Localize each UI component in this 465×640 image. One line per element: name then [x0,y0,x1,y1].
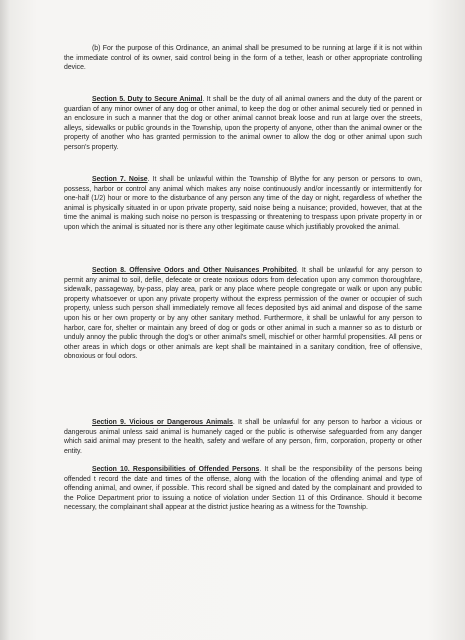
subsection-b-text: (b) For the purpose of this Ordinance, an animal shall be presumed to be running at large if it is not within the immediate control of its owner, said control being in the form of a tether, leash or other appropriate controlling device. [64,45,422,72]
section-5-paragraph [64,95,422,153]
section-10-heading: Section 10. Responsibilities of Offended Persons [92,466,260,473]
page-edge-shadow [0,0,10,640]
section-8-heading: Section 8. Offensive Odors and Other Nuisances Prohibited [92,267,297,274]
section-5-heading: Section 5. Duty to Secure Animal [92,96,203,103]
section-8-body: . It shall be unlawful for any person to permit any animal to soil, defile, defecate or create noxious odors from defecation upon any common thoroughfare, sidewalk, passageway, by-pass, play area, park or any place where people congregate or walk or upon any public property whatsoever or upon any private property without the express permission of the owner or occupier of such property, unless such person shall immediately remove all feces deposited bys aid animal and dispose of the same upon his or her own property or by any other sanitary method. Furthermore, it shall be unlawful for any person to harbor, care for, shelter or maintain any breed of dog or gods or other animal in such a manner so as to disturb or unduly annoy the public through the dog's or other animal's smell, mischief or other harmful propensities. All pens or other areas in which dogs or other animals are kept shall be maintained in a sanitary condition, free of offensive, obnoxious or foul odors. [64,267,422,361]
section-9-body: . It shall be unlawful for any person to harbor a vicious or dangerous animal unless said animal is humanely caged or the public is otherwise safeguarded from any danger which said animal may present to the health, safety and welfare of any person, firm, corporation, property or other entity. [64,419,422,455]
section-9-paragraph [64,418,422,456]
section-9-heading: Section 9. Vicious or Dangerous Animals [92,419,233,426]
section-7-paragraph [64,175,422,233]
section-7-heading: Section 7. Noise [92,176,148,183]
section-8-paragraph [64,266,422,362]
section-10-paragraph [64,465,422,513]
section-10-body: . It shall be the responsibility of the persons being offended t record the date and times of the offense, along with the location of the offending animal and type of offending animal, and owner, if possible. This record shall be signed and dated by the complainant and provided to the Police Department prior to issuing a notice of violation under Section 11 of this Ordinance. Should it become necessary, the complainant shall appear at the district justice hearing as a witness for the Township. [64,466,422,512]
section-7-body: . It shall be unlawful within the Township of Blythe for any person or persons to own, possess, harbor or control any animal which makes any noise continuously and/or incessantly or intermittently for one-half (1/2) hour or more to the disturbance of any person any time of the day or night, regardless of whether the animal is physically situated in or upon private property, said noise being a nuisance; provided, however, that at the time the animal is making such noise no person is trespassing or threatening to trespass upon private property in or upon which the animal is situated nor is there any other legitimate cause which justifiably provoked the animal. [64,176,422,231]
subsection-b-paragraph [64,44,422,73]
section-5-body: . It shall be the duty of all animal owners and the duty of the parent or guardian of any minor owner of any dog or other animal, to keep the dog or other animal securely tied or penned in an enclosure in such a manner that the dog or other animal cannot break loose and run at large over the streets, alleys, sidewalks or public grounds in the Township, upon the property of anyone, other than the animal owner or the property of another who has granted permission to the animal owner to allow the dog or other animal upon such person's property. [64,96,422,151]
